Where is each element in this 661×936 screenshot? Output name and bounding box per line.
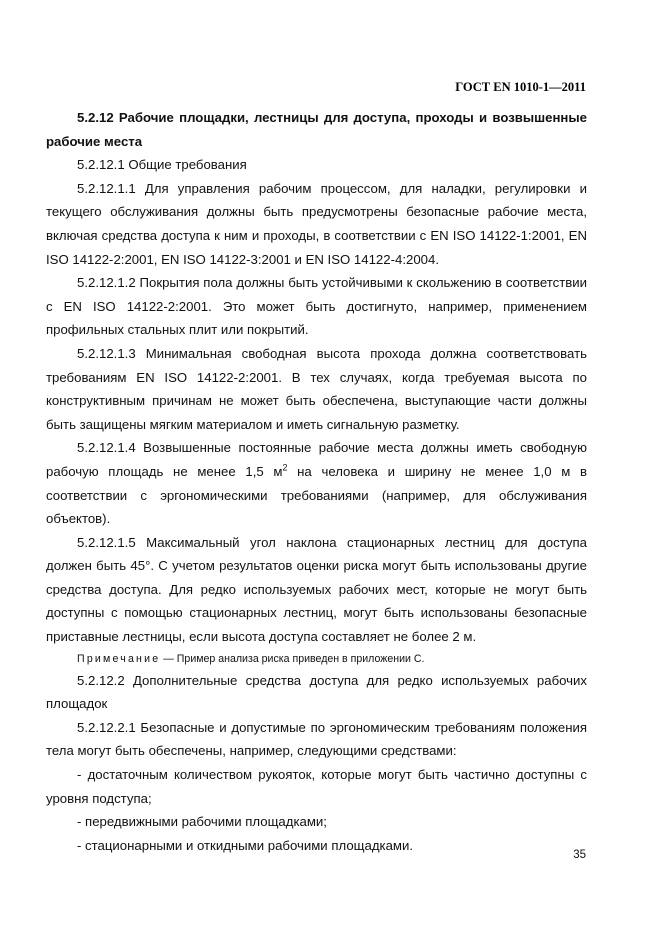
- note: [46, 649, 587, 669]
- paragraph: 5.2.12.2.1 Безопасные и допустимые по эргономическим требованиям положения тела могут быть обеспечены, например, следующими средствами:: [46, 719, 587, 759]
- list-item: - передвижными рабочими площадками;: [77, 814, 327, 830]
- superscript: 2: [282, 462, 288, 473]
- paragraph: 5.2.12.1.5 Максимальный угол наклона стационарных лестниц для доступа должен быть 45°. С учетом результатов оценки риска могут быть использованы другие средства доступа. Для редко используемых рабочих мест, которые не могут быть доступны с помощью стационарных лестниц, могут быть использованы безопасные приставные лестницы, если высота доступа составляет не более 2 м.: [46, 534, 587, 645]
- note-text: — Пример анализа риска приведен в приложении С.: [160, 652, 425, 665]
- paragraph-text: на человека и ширину не менее 1,0 м в соответствии с эргономическими требованиями (например, для обслуживания объектов).: [46, 463, 587, 527]
- document-header: ГОСТ EN 1010-1—2011: [455, 80, 586, 94]
- paragraph: 5.2.12.1.1 Для управления рабочим процессом, для наладки, регулировки и текущего обслуживания должны быть предусмотрены безопасные рабочие места, включая средства доступа к ним и проходы, в соответствии с EN ISO 14122-1:2001, EN ISO 14122-2:2001, EN ISO 14122-3:2001 и EN ISO 14122-4:2004.: [46, 180, 587, 267]
- paragraph: 5.2.12.1.3 Минимальная свободная высота прохода должна соответствовать требованиям EN ISO 14122-2:2001. В тех случаях, когда требуемая высота по конструктивным причинам не может быть обеспечена, выступающие части должны быть защищены мягким материалом и иметь сигнальную разметку.: [46, 345, 587, 432]
- list-item: - стационарными и откидными рабочими площадками.: [77, 837, 414, 853]
- note-label: Примечание: [77, 652, 161, 665]
- paragraph: [46, 436, 587, 530]
- document-body: [46, 106, 587, 857]
- page-number: 35: [573, 849, 586, 861]
- paragraph-text: 5.2.12.1.4 Возвышенные постоянные рабочие места должны иметь свободную рабочую площадь не менее 1,5 м: [46, 440, 587, 479]
- list-item: - достаточным количеством рукояток, которые могут быть частично доступны с уровня подступа;: [46, 767, 587, 806]
- subsection-heading: 5.2.12.1 Общие требования: [77, 157, 247, 173]
- section-title: 5.2.12 Рабочие площадки, лестницы для доступа, проходы и возвышенные рабочие места: [46, 110, 587, 149]
- subsection-heading: 5.2.12.2 Дополнительные средства доступа для редко используемых рабочих площадок: [46, 672, 587, 712]
- paragraph: 5.2.12.1.2 Покрытия пола должны быть устойчивыми к скольжению в соответствии с EN ISO 14122-2:2001. Это может быть достигнуто, например, применением профильных стальных плит или покрытий.: [46, 275, 587, 338]
